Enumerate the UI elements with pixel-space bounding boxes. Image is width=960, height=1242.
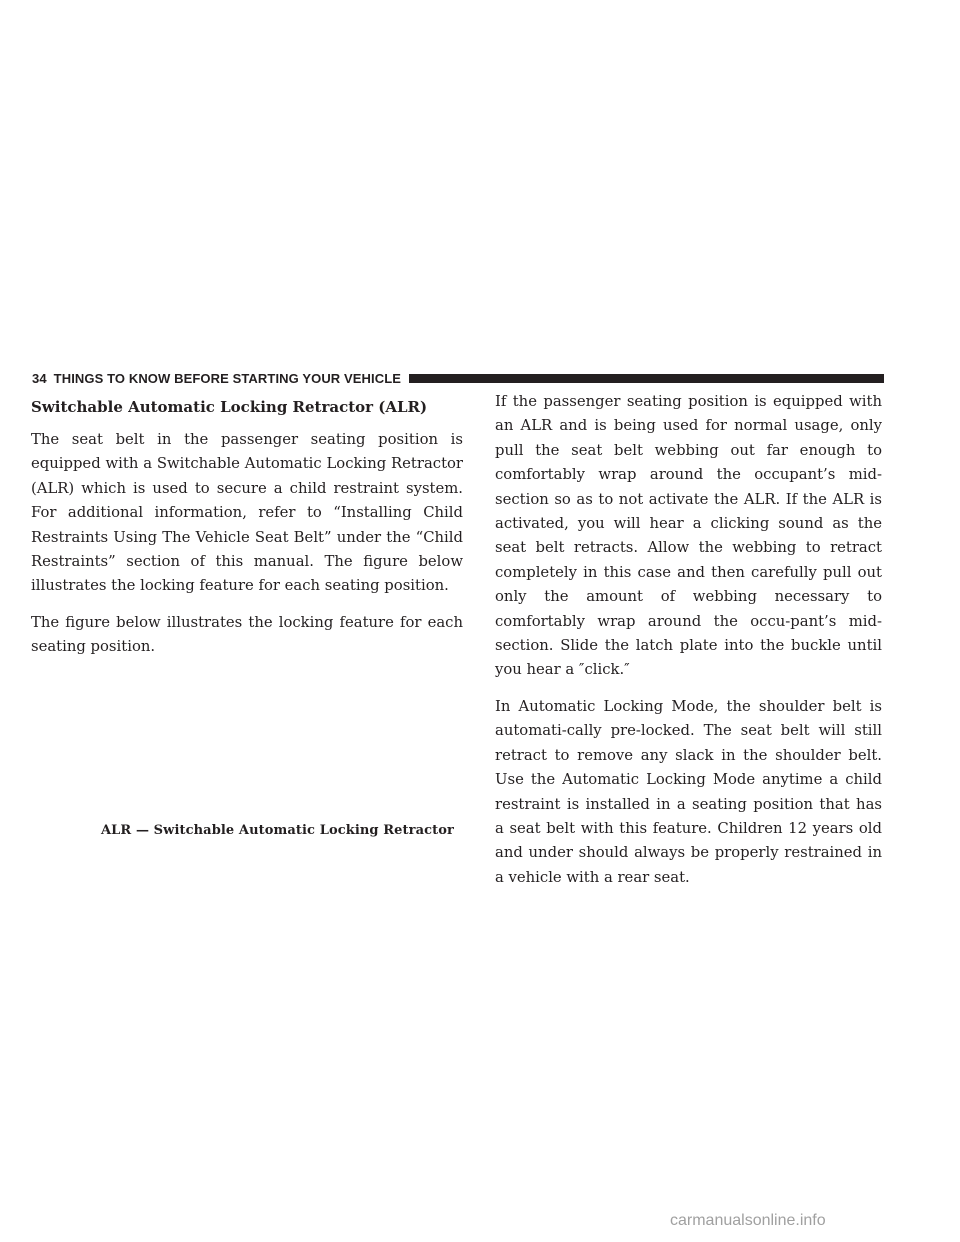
- section-heading: Switchable Automatic Locking Retractor (ALR): [31, 398, 428, 416]
- section-title: THINGS TO KNOW BEFORE STARTING YOUR VEHICLE: [53, 370, 402, 386]
- page-header: [32, 368, 884, 388]
- header-rule: [409, 374, 884, 383]
- paragraph: The seat belt in the passenger seating position is equipped with a Switchable Automatic Locking Retractor (ALR) which is used to secure a child restraint system. For additional information, refer to “Installing Child Restraints Using The Vehicle Seat Belt” under the “Child Restraints” section of this manual. The figure below illustrates the locking feature for each seating position.: [31, 431, 463, 595]
- paragraph: If the passenger seating position is equipped with an ALR and is being used for normal usage, only pull the seat belt webbing out far enough to comfortably wrap around the occupant’s mid-section so as to not activate the ALR. If the ALR is activated, you will hear a clicking sound as the seat belt retracts. Allow the webbing to retract completely in this case and then carefully pull out only the amount of webbing necessary to comfortably wrap around the occu-pant’s mid-section. Slide the latch plate into the buckle until you hear a ″click.″: [495, 393, 882, 679]
- right-column: [495, 390, 882, 902]
- figure-area: [31, 605, 463, 815]
- paragraph: In Automatic Locking Mode, the shoulder belt is automati-cally pre-locked. The seat belt will still retract to remove any slack in the shoulder belt. Use the Automatic Locking Mode anytime a child restraint is installed in a seating position that has a seat belt with this feature. Children 12 years old and under should always be properly restrained in a vehicle with a rear seat.: [495, 697, 882, 886]
- page-number: 34: [32, 370, 47, 386]
- watermark-link[interactable]: carmanualsonline.info: [670, 1212, 826, 1229]
- paragraph: The figure below illustrates the locking feature for each seating position.: [31, 613, 463, 656]
- figure-caption: ALR — Switchable Automatic Locking Retractor: [101, 823, 454, 838]
